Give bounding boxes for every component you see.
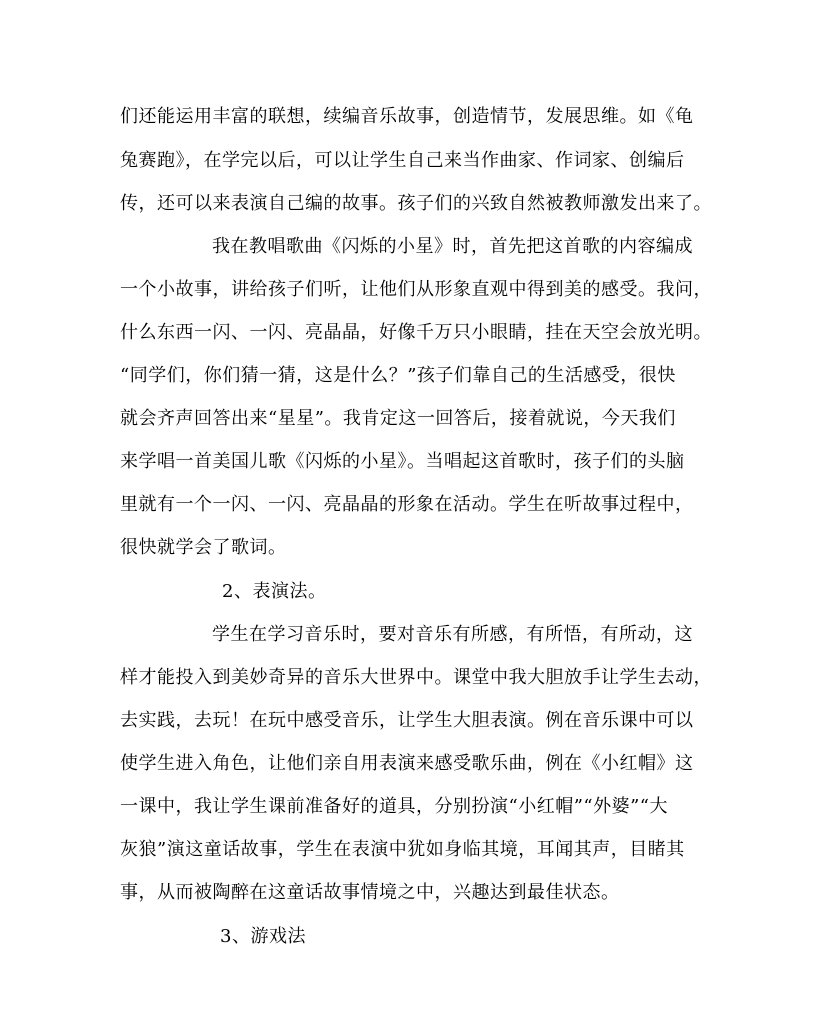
text-line: 里就有一个一闪、一闪、亮晶晶的形象在活动。学生在听故事过程中， [120,494,694,515]
text-line: 一课中，我让学生课前准备好的道具，分别扮演“小红帽”“外婆”“大 [120,796,669,817]
text-line: 什么东西一闪、一闪、亮晶晶，好像千万只小眼睛，挂在天空会放光明。 [120,322,712,343]
text-line: 使学生进入角色，让他们亲自用表演来感受歌乐曲，例在《小红帽》这 [120,753,694,774]
section-heading: 2、表演法。 [222,581,327,602]
text-line: 一个小故事，讲给孩子们听，让他们从形象直观中得到美的感受。我问， [120,279,712,300]
text-line: 兔赛跑》，在学完以后，可以让学生自己来当作曲家、作词家、创编后 [120,150,685,171]
text-line: 事，从而被陶醉在这童话故事情境之中，兴趣达到最佳状态。 [120,882,620,903]
text-line: 就会齐声回答出来“星星”。我肯定这一回答后，接着就说，今天我们 [120,408,676,429]
text-line: 灰狼”演这童话故事，学生在表演中犹如身临其境，耳闻其声，目睹其 [120,839,685,860]
text-line: 样才能投入到美妙奇异的音乐大世界中。课堂中我大胆放手让学生去动， [120,667,712,688]
text-line: 很快就学会了歌词。 [120,537,287,558]
text-line: 去实践，去玩！在玩中感受音乐，让学生大胆表演。例在音乐课中可以 [120,710,694,731]
text-line: 来学唱一首美国儿歌《闪烁的小星》。当唱起这首歌时，孩子们的头脑 [120,451,685,472]
paragraph-first-line: 学生在学习音乐时，要对音乐有所感，有所悟，有所动，这 [212,624,693,645]
text-line: 们还能运用丰富的联想，续编音乐故事，创造情节，发展思维。如《龟 [120,106,694,127]
text-line: “同学们，你们猜一猜，这是什么？”孩子们靠自己的生活感受，很快 [120,365,676,386]
paragraph-first-line: 我在教唱歌曲《闪烁的小星》时，首先把这首歌的内容编成 [212,236,693,257]
text-line: 传，还可以来表演自己编的故事。孩子们的兴致自然被教师激发出来了。 [120,193,712,214]
section-heading: 3、游戏法 [220,926,306,947]
